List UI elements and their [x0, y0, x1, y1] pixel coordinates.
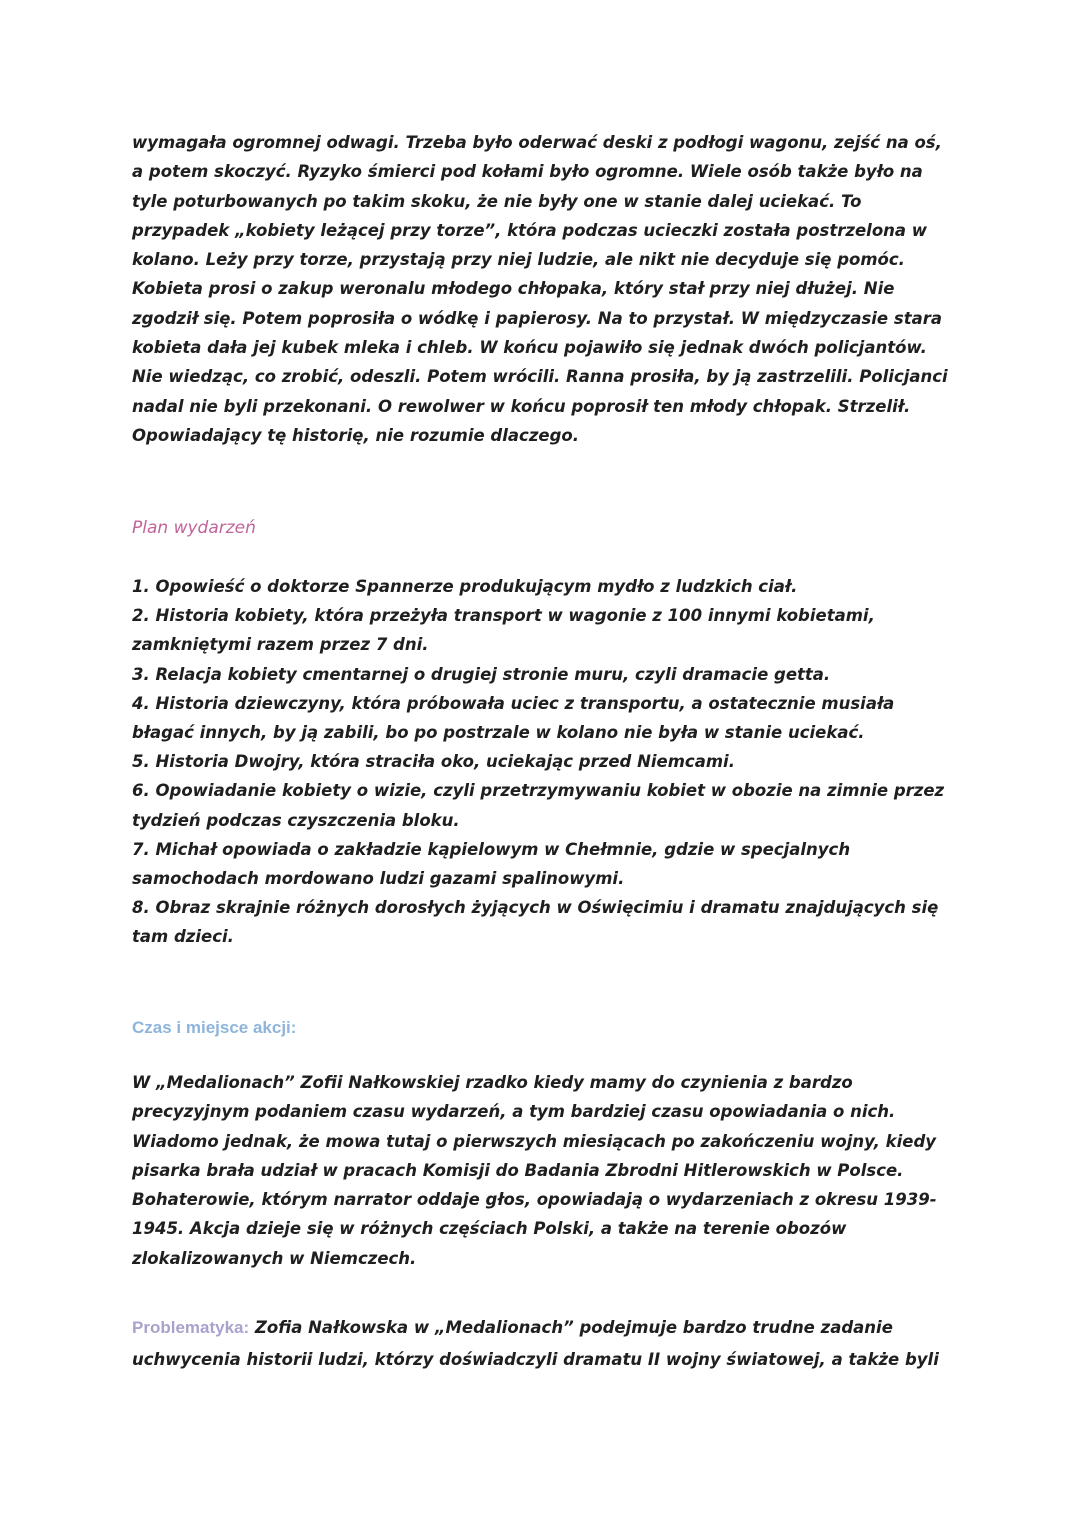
- plan-item: 6. Opowiadanie kobiety o wizie, czyli przetrzymywaniu kobiet w obozie na zimnie przez tydzień podczas czyszczenia bloku.: [132, 781, 945, 830]
- plan-item: 3. Relacja kobiety cmentarnej o drugiej stronie muru, czyli dramacie getta.: [132, 664, 831, 684]
- setting-paragraph: W „Medalionach” Zofii Nałkowskiej rzadko kiedy mamy do czynienia z bardzo precyzyjnym podaniem czasu wydarzeń, a tym bardziej czasu opowiadania o nich. Wiadomo jednak, że mowa tutaj o pierwszych miesiącach po zakończeniu wojny, kiedy pisarka brała udział w pracach Komisji do Badania Zbrodni Hitlerowskich w Polsce. Bohaterowie, którym narrator oddaje głos, opowiadają o wydarzeniach z okresu 1939-1945. Akcja dzieje się w różnych częściach Polski, a także na terenie obozów zlokalizowanych w Niemczech.: [132, 1073, 937, 1268]
- document-page: [132, 128, 952, 1369]
- problems-text: Zofia Nałkowska w „Medalionach” podejmuje bardzo trudne zadanie uchwycenia historii ludzi, którzy doświadczyli dramatu II wojny światowej, a także byli: [132, 1318, 939, 1369]
- plan-list: [132, 572, 952, 952]
- setting-heading: Czas i miejsce akcji:: [132, 1018, 297, 1037]
- problems-label: Problematyka:: [132, 1318, 250, 1337]
- problems-paragraph: [132, 1312, 952, 1376]
- plan-item: 7. Michał opowiada o zakładzie kąpielowym w Chełmnie, gdzie w specjalnych samochodach mordowano ludzi gazami spalinowymi.: [132, 839, 851, 889]
- plan-item: 4. Historia dziewczyny, która próbowała uciec z transportu, a ostatecznie musiała błagać innych, by ją zabili, bo po postrzale w kolano nie była w stanie uciekać.: [132, 693, 895, 743]
- plan-item: 8. Obraz skrajnie różnych dorosłych żyjących w Oświęcimiu i dramatu znajdujących się tam dzieci.: [132, 898, 939, 947]
- plan-item: 2. Historia kobiety, która przeżyła transport w wagonie z 100 innymi kobietami, zamkniętymi razem przez 7 dni.: [132, 606, 875, 655]
- plan-item: 1. Opowieść o doktorze Spannerze produkującym mydło z ludzkich ciał.: [132, 577, 798, 596]
- plan-item: 5. Historia Dwojry, która straciła oko, uciekając przed Niemcami.: [132, 752, 735, 772]
- plan-heading: Plan wydarzeń: [132, 518, 256, 538]
- intro-paragraph: wymagała ogromnej odwagi. Trzeba było oderwać deski z podłogi wagonu, zejść na oś, a potem skoczyć. Ryzyko śmierci pod kołami było ogromne. Wiele osób także było na tyle poturbowanych po takim skoku, że nie były one w stanie dalej uciekać. To przypadek „kobiety leżącej przy torze”, która podczas ucieczki została postrzelona w kolano. Leży przy torze, przystają przy niej ludzie, ale nikt nie decyduje się pomóc. Kobieta prosi o zakup weronalu młodego chłopaka, który stał przy niej dłużej. Nie zgodził się. Potem poprosiła o wódkę i papierosy. Na to przystał. W międzyczasie stara kobieta dała jej kubek mleka i chleb. W końcu pojawiło się jednak dwóch policjantów. Nie wiedząc, co zrobić, odeszli. Potem wrócili. Ranna prosiła, by ją zastrzelili. Policjanci nadal nie byli przekonani. O rewolwer w końcu poprosił ten młody chłopak. Strzelił. Opowiadający tę historię, nie rozumie dlaczego.: [132, 133, 948, 445]
